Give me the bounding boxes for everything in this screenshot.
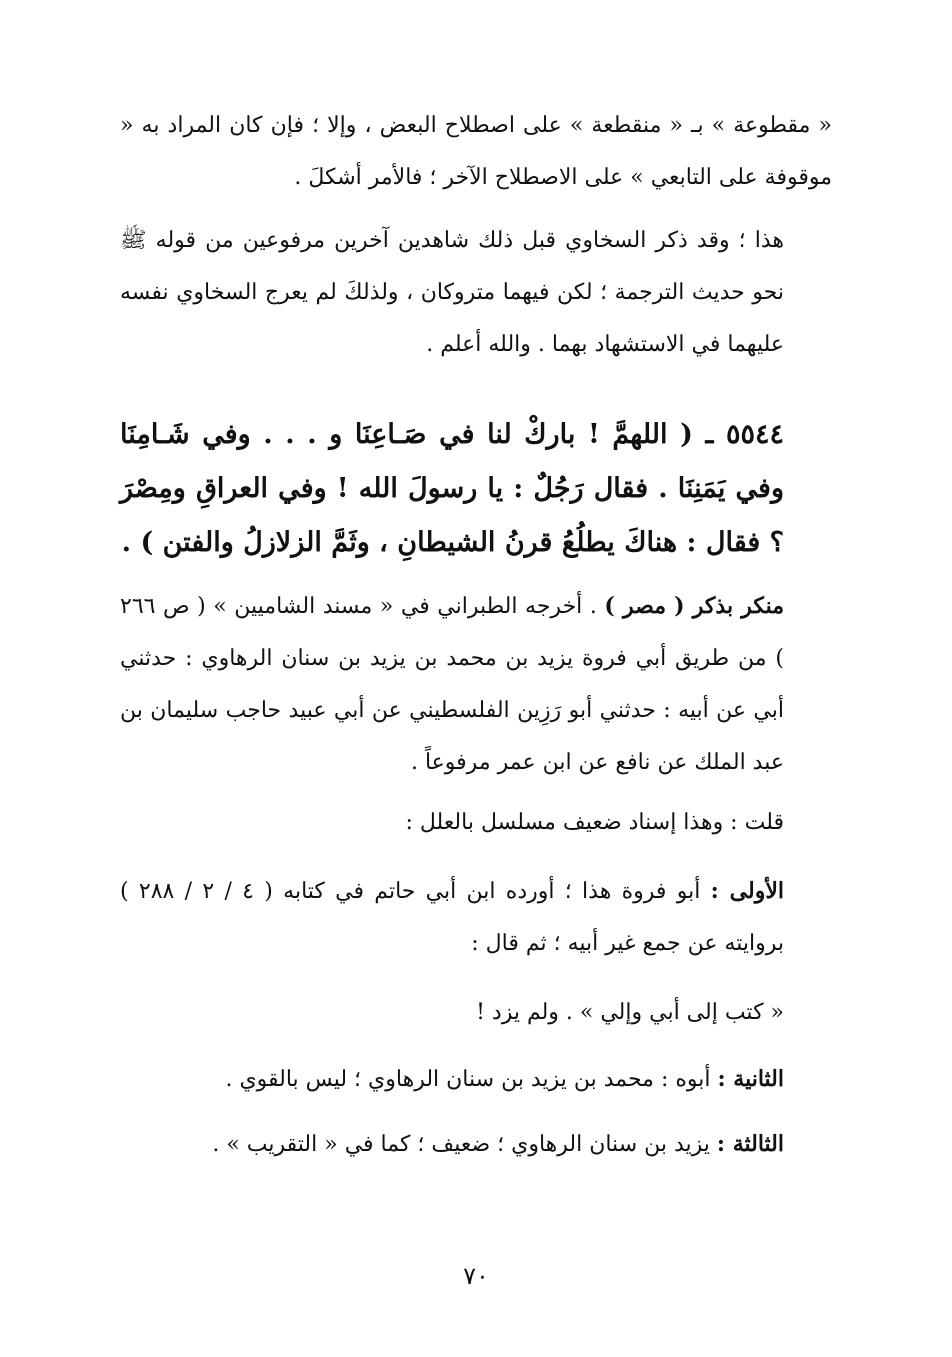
paragraph-quote [120,987,832,1039]
paragraph-text: أبو فروة هذا ؛ أورده ابن أبي حاتم في كتابه ( ٤ / ٢ / ٢٨٨ ) بروايته عن جمع غير أبيه ؛ ثم قال : [120,879,784,956]
ruling-lead: منكر بذكر ( مصر ) [604,593,784,619]
defect-label: الثالثة : [716,1131,784,1157]
paragraph-text: هذا ؛ وقد ذكر السخاوي قبل ذلك شاهدين آخرين مرفوعين من قوله ﷺ نحو حديث الترجمة ؛ لكن فيهما متروكان ، ولذلكَ لم يعرج السخاوي نفسه عليهما في الاستشهاد بهما . والله أعلم . [120,228,784,357]
paragraph-isnad-remark [120,797,832,849]
paragraph-text: « كتب إلى أبي وإلي » . ولم يزد ! [476,1000,784,1025]
paragraph-text: . أخرجه الطبراني في « مسند الشاميين » ( ص ٢٦٦ ) من طريق أبي فروة يزيد بن محمد بن يزيد بن سنان الرهاوي : حدثني أبي عن أبيه : حدثني أبو رَزِين الفلسطيني عن أبي عبيد حاجب سليمان بن عبد الملك عن نافع عن ابن عمر مرفوعاً . [120,594,784,775]
paragraph-sakhawi-note [120,215,832,371]
paragraph-continuation [120,100,832,204]
paragraph-takhrij [120,580,832,789]
paragraph-text: أبوه : محمد بن يزيد بن سنان الرهاوي ؛ ليس بالقوي . [225,1067,711,1092]
hadith-content: ٥٥٤٤ ـ ( اللهمَّ ! باركْ لنا في صَـاعِنَا و . . . وفي شَـامِنَا وفي يَمَنِنَا . فقال رَجُلٌ : يا رسولَ الله ! وفي العراقِ ومِصْرَ ؟ فقال : هناكَ يطلُعُ قرنُ الشيطانِ ، وثَمَّ الزلازلُ والفتن ) . [120,419,784,558]
defect-label: الأولى : [710,878,785,904]
paragraph-first-defect [120,865,832,970]
paragraph-text: قلت : وهذا إسناد ضعيف مسلسل بالعلل : [405,810,784,835]
page-number: ٧٠ [463,1262,489,1290]
defect-label: الثانية : [717,1066,784,1092]
hadith-text [120,408,832,570]
paragraph-second-defect [120,1053,832,1106]
paragraph-third-defect [120,1118,832,1171]
paragraph-text: « مقطوعة » بـ « منقطعة » على اصطلاح البعض ، وإلا ؛ فإن كان المراد به « موقوفة على التابعي » على الاصطلاح الآخر ؛ فالأمر أشكلَ . [120,113,832,190]
paragraph-text: يزيد بن سنان الرهاوي ؛ ضعيف ؛ كما في « التقريب » . [212,1132,710,1157]
